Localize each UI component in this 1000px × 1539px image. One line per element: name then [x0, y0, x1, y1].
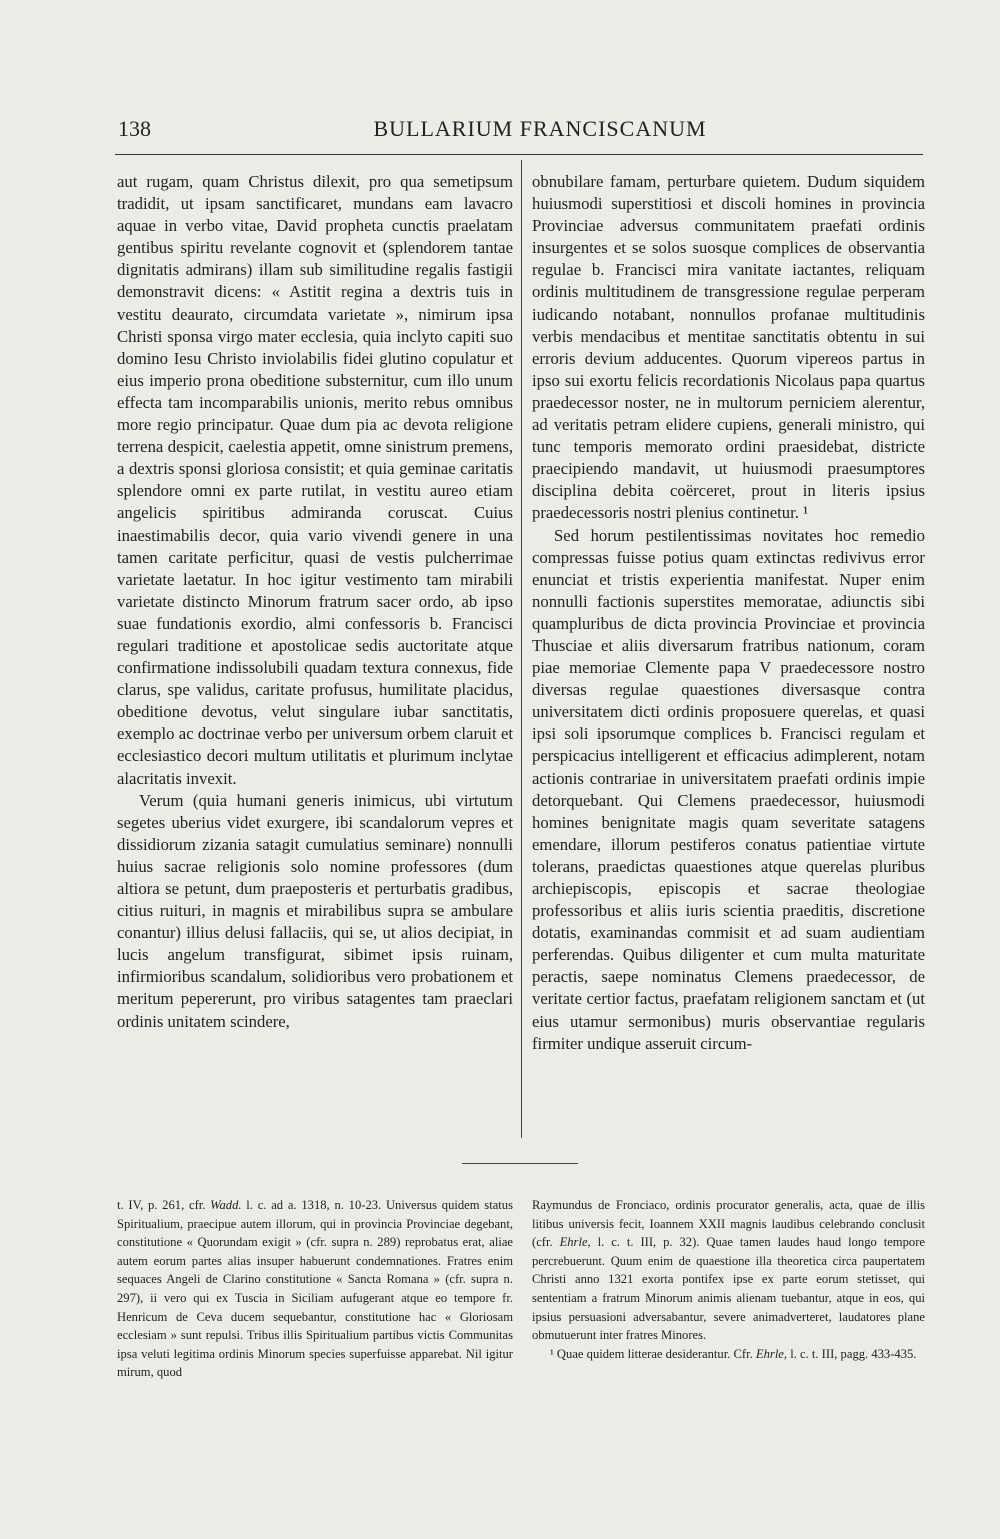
column-divider	[521, 160, 522, 1138]
footnote-left-text: t. IV, p. 261, cfr. Wadd. l. c. ad a. 1318, n. 10-23. Universus quidem status Spiritualium, praecipue autem illorum, qui in provincia Provinciae degebant, constitutione « Quorundam exigit » (cfr. supra n. 289) reprobatus erat, aliae autem eorum partes alias insuper habuerunt condemnationes. Fratres enim sequaces Angeli de Clarino constitutione « Sancta Romana » (cfr. supra n. 297), ii vero qui ex Tuscia in Siciliam aufugerant atque eo tempore fr. Henricum de Ceva ducem sequebantur, constitutione hac « Gloriosam ecclesiam » sunt repulsi. Tribus illis Spiritualium partibus victis Communitas ipsa veluti legitima ordinis Minorum species superfuisse apparebat. Nil igitur mirum, quod	[117, 1198, 513, 1380]
footnote-1: ¹ Quae quidem litterae desiderantur. Cfr. Ehrle, l. c. t. III, pagg. 433-435.	[550, 1346, 917, 1361]
running-title: BULLARIUM FRANCISCANUM	[373, 116, 707, 141]
page-number: 138	[118, 116, 151, 141]
left-paragraph-1: aut rugam, quam Christus dilexit, pro qua semetipsum tradidit, ut ipsam sanctificaret, mundans eam lavacro aquae in verbo vitae, David propheta cunctis praelatam gentibus spiritu revelante cognovit et (splendorem tantae dignitatis admirans) illam sub similitudine regalis fastigii demonstravit dicens: « Astitit regina a dextris tuis in vestitu deaurato, circumdata varietate », nimirum ipsa Christi sponsa virgo mater ecclesia, quia inclyto capiti suo domino Iesu Christo inviolabilis fidei glutino copulatur et eius imperio prona obeditione substernitur, cum illo unum effecta tam incomparabilis unionis, merito rebus omnibus more regio principatur. Quae dum pia ac devota religione terrena despicit, caelestia appetit, omne sinistrum premens, a dextris sponsi gloriosa consistit; et quia geminae caritatis splendore omni ex parte rutilat, in vestitu aureo etiam angelicis spiritibus admiranda coruscat. Cuius inaestimabilis decor, quia vario vivendi genere in una tamen caritate perficitur, quasi de vestis pulcherrimae varietate laetatur. In hoc igitur vestimento tam mirabili varietate distincto Minorum fratrum sacer ordo, ab ipso suae fundationis exordio, almi confessoris b. Francisci regulari traditione et apostolicae sedis auctoritate atque confirmatione indissolubili quadam textura connexus, fide clarus, spe validus, caritate profusus, humilitate placidus, obeditione devotus, velut singulare iubar sanctitatis, exemplo ac doctrinae verbo per universum orbem claruit et ecclesiastico decori multum utilitatis et plurimum inclytae alacritatis invexit.	[117, 172, 513, 788]
right-paragraph-1: obnubilare famam, perturbare quietem. Dudum siquidem huiusmodi superstitiosi et discoli homines in provincia Provinciae adversus communitatem praefati ordinis insurgentes et se solos suosque complices de observantia regulae b. Francisci mira vanitate iactantes, reliquam ordinis multitudinem de transgressione regulae perperam iudicando notabant, nonnullos profanae multitudinis verbis mendacibus et mentitae sanctitatis obtentu in sui erroris devium adducentes. Quorum vipereos partus in ipso sui exortu felicis recordationis Nicolaus papa quartus praedecessor noster, ne in multorum perniciem alerentur, ad veritatis petram elidere cupiens, generali ministro, qui tunc temporis memorato ordini praesidebat, districte praecipiendo mandavit, ut huiusmodi praesumptores disciplina debita coërceret, prout in literis ipsius praedecessoris nostri plenius continetur. ¹	[532, 172, 925, 523]
footnote-right	[532, 1196, 925, 1363]
footnote-left	[117, 1196, 513, 1382]
left-column	[117, 171, 513, 1033]
footnote-right-text: Raymundus de Fronciaco, ordinis procurator generalis, acta, quae de illis litibus universis fecit, Ioannem XXII magnis laudibus celebrando conclusit (cfr. Ehrle, l. c. t. III, p. 32). Quae tamen laudes haud longo tempore percrebuerunt. Quum enim de quaestione illa theoretica circa paupertatem Christi anno 1321 exorta pontifex ipse ex parte eorum stetisset, qui sententiam a fratrum Minorum animis alienam tuebantur, atque in eos, qui ipsius persuasioni adversabantur, severe animadverteret, laudatores plane obmutuerunt inter fratres Minores.	[532, 1198, 925, 1343]
header-rule	[115, 154, 923, 155]
right-paragraph-2: Sed horum pestilentissimas novitates hoc remedio compressas fuisse potius quam extinctas redivivus error enunciat et tristis experientia manifestat. Nuper enim nonnulli factionis superstites memoratae, adiunctis sibi quampluribus de dicta provincia Provinciae et provincia Thusciae et aliis diversarum fratribus nationum, coram piae memoriae Clemente papa V praedecessore nostro diversas regulae quaestiones diversasque contra universitatem dicti ordinis proposuere querelas, et quasi ipsi soli ipsorumque complices b. Francisci regulam et perspicacius intelligerent et efficacius adimplerent, notam actionis contrariae in universitatem praefati ordinis impie detorquebant. Qui Clemens praedecessor, huiusmodi homines benignitate magis quam severitate satagens emendare, illorum pestiferos conatus patientiae virtute tolerans, praedictas quaestiones atque querelas pluribus archiepiscopis, episcopis et sacrae theologiae professoribus et aliis iuris scientia praeditis, discretione dotatis, examinandas commisit et ad suam audientiam perferendas. Quibus diligenter et cum multa maturitate peractis, saepe nominatus Clemens praedecessor, de veritate certior factus, praefatam religionem sanctam et (ut eius utamur sermonibus) muris observantiae regularis firmiter undique asseruit circum-	[532, 525, 925, 1053]
right-column	[532, 171, 925, 1055]
left-paragraph-2: Verum (quia humani generis inimicus, ubi virtutum segetes uberius videt exurgere, ibi scandalorum vepres et dissidiorum zizania satagit cumulatius seminare) nonnulli huius sacrae religionis solo nomine professores (dum altiora se petunt, dum praeposteris et perturbatis gradibus, citius ruituri, in magnis et mirabilibus supra se ambulare conantur) illius delusi fallaciis, qui se, ut alios decipiat, in lucis angelum transfigurat, sibimet ipsis ruinam, infirmioribus scandalum, solidioribus vero probationem et meritum pepererunt, pro viribus satagentes tam praeclari ordinis unitatem scindere,	[117, 790, 513, 1031]
footnote-rule	[462, 1163, 578, 1164]
